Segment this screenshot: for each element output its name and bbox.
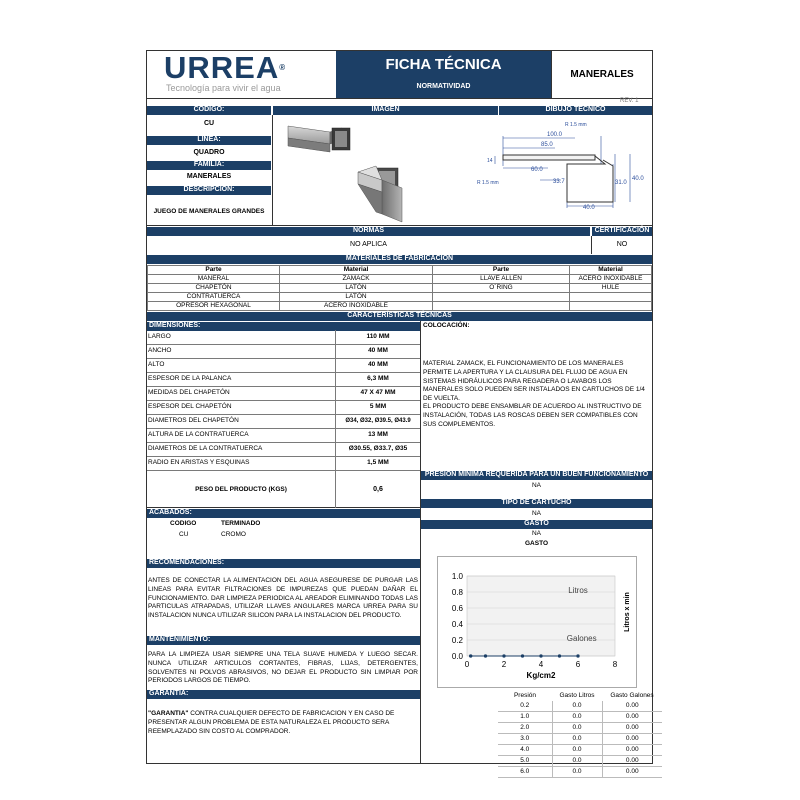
id-divider	[272, 115, 273, 225]
table-row	[498, 712, 662, 723]
certificacion-value: NO	[616, 241, 628, 248]
drawing-dim-40v: 40.0	[632, 176, 644, 182]
descripcion-header: DESCRIPCIÓN:	[147, 186, 271, 195]
table-row	[498, 701, 662, 712]
mat-cell: MANERAL	[148, 275, 280, 284]
normas-divider	[591, 236, 592, 254]
recomendaciones-header: RECOMENDACIONES:	[147, 559, 420, 568]
acabados-codigo-header: CODIGO	[170, 520, 197, 527]
product-name: MANERALES	[570, 69, 634, 80]
mat-cell: LLAVE ALLEN	[433, 275, 570, 284]
garantia-text	[148, 710, 418, 736]
garantia-body: CONTRA CUALQUIER DEFECTO DE FABRICACION Y EN CASO DE PRESENTAR ALGUN PROBLEMA DE ESTA NATURALEZA EL PRODUCTO SERA REEMPLAZADO SIN COSTO AL COMPRADOR.	[148, 710, 395, 735]
y-tick-label: 1.0	[451, 572, 463, 581]
gasto-cell: 2.0	[498, 723, 552, 734]
gasto-cell: 5.0	[498, 756, 552, 767]
page-subtitle: NORMATIVIDAD	[416, 83, 471, 90]
dim-value: 6,3 MM	[335, 372, 420, 386]
table-row	[148, 302, 652, 311]
colocacion-text-1: MATERIAL ZAMACK, EL FUNCIONAMIENTO DE LOS MANERALES PERMITE LA APERTURA Y LA CLAUSURA DEL FLUJO DE AGUA EN SISTEMAS HIDRÁULICOS PARA REGADERA O LAVABOS LOS MANERALES SOLO PUEDEN SER INSTALADOS EN CARTUCHOS DE 1/4 DE VUELTA.	[423, 360, 645, 403]
drawing-r-left: R 1.5 mm	[477, 180, 499, 186]
mat-cell	[570, 293, 652, 302]
dim-row	[147, 442, 420, 457]
drawing-dim-40h: 40.0	[583, 205, 595, 211]
id-bottom-rule	[147, 225, 652, 226]
gasto-cell: 0.00	[602, 767, 662, 778]
acabados-header: ACABADOS:	[147, 509, 420, 518]
cartucho-header: TIPO DE CARTUCHO	[421, 499, 652, 508]
mat-cell: ACERO INOXIDABLE	[570, 275, 652, 284]
annotation-litros: Litros	[568, 586, 588, 595]
normas-value: NO APLICA	[350, 241, 387, 248]
data-point-galones	[576, 654, 579, 657]
data-point-galones	[469, 654, 472, 657]
gasto-cell: 0.00	[602, 701, 662, 712]
drawing-dim-31: 31.0	[615, 180, 627, 186]
dim-label: LARGO	[148, 333, 171, 340]
descripcion-value: JUEGO DE MANERALES GRANDES	[153, 208, 265, 215]
presion-header: PRESION MINIMA REQUERIDA PARA UN BUEN FUNCIONAMIENTO	[421, 471, 652, 480]
table-row	[498, 756, 662, 767]
garantia-header: GARANTÍA:	[147, 690, 420, 699]
materiales-header: MATERIALES DE FABRICACIÓN	[147, 255, 652, 264]
peso-label: PESO DEL PRODUCTO (KGS)	[195, 486, 287, 493]
gasto-header: GASTO	[421, 520, 652, 529]
dim-value: 110 MM	[335, 330, 420, 344]
table-row	[148, 293, 652, 302]
mat-cell: LATÓN	[280, 284, 433, 293]
gasto-cell: 0.0	[552, 701, 602, 712]
dim-value: Ø34, Ø32, Ø39.5, Ø43.9	[335, 414, 420, 428]
drawing-dim-33: 33.7	[553, 179, 565, 185]
gasto-cell: 0.00	[602, 723, 662, 734]
dim-row	[147, 400, 420, 415]
dim-label: ESPESOR DEL CHAPETÓN	[148, 403, 232, 410]
dim-label: DIAMETROS DE LA CONTRATUERCA	[148, 445, 263, 452]
peso-value: 0,6	[373, 486, 383, 493]
gasto-cell: 0.0	[552, 734, 602, 745]
mat-h-material2: Material	[570, 266, 652, 275]
mat-cell: LATÓN	[280, 293, 433, 302]
x-tick-label: 4	[538, 660, 544, 669]
gasto-cell: 0.2	[498, 701, 552, 712]
drawing-r-top: R 1.5 mm	[565, 122, 587, 128]
cartucho-value: NA	[531, 510, 542, 517]
mat-cell: O´RING	[433, 284, 570, 293]
annotation-galones: Galones	[566, 634, 597, 643]
linea-value: QUADRO	[193, 149, 225, 156]
mat-cell: ACERO INOXIDABLE	[280, 302, 433, 311]
gasto-header-2: GASTO	[525, 540, 548, 547]
gasto-cell: 0.0	[552, 767, 602, 778]
product-image	[280, 118, 420, 223]
materiales-header-row	[148, 266, 652, 275]
gasto-cell: 0.00	[602, 734, 662, 745]
x-tick-label: 6	[575, 660, 581, 669]
peso-row	[147, 470, 420, 508]
gasto-cell: 0.0	[552, 756, 602, 767]
gasto-cell: 4.0	[498, 745, 552, 756]
data-point-galones	[539, 654, 542, 657]
dim-row	[147, 330, 420, 345]
mat-cell	[433, 302, 570, 311]
mantenimiento-header: MANTENIMIENTO:	[147, 636, 420, 645]
title-divider	[551, 51, 552, 98]
mat-cell: ZAMACK	[280, 275, 433, 284]
gasto-table	[498, 689, 662, 778]
familia-value: MANERALES	[186, 173, 232, 180]
revision: REV. 1	[620, 98, 639, 104]
dim-row	[147, 358, 420, 373]
data-point-galones	[484, 654, 487, 657]
drawing-dim-85: 85.0	[541, 142, 553, 148]
dim-value: 40 MM	[335, 344, 420, 358]
gasto-cell: 1.0	[498, 712, 552, 723]
colocacion-text-2: EL PRODUCTO DEBE ENSAMBLAR DE ACUERDO AL INSTRUCTIVO DE INSTALACIÓN, TODAS LAS ROSCAS DEBEN SER COMPATIBLES CON SUS COMPLEMENTOS.	[423, 403, 642, 428]
drawing-dim-14: 14	[487, 158, 493, 164]
data-point-galones	[502, 654, 505, 657]
dim-label: ALTURA DE LA CONTRATUERCA	[148, 431, 249, 438]
dim-row	[147, 372, 420, 387]
mat-h-parte1: Parte	[148, 266, 280, 275]
gasto-cell: 0.0	[552, 723, 602, 734]
y-tick-label: 0.6	[451, 604, 463, 613]
x-tick-label: 8	[612, 660, 618, 669]
mat-cell	[433, 293, 570, 302]
gasto-cell: 6.0	[498, 767, 552, 778]
table-row	[498, 723, 662, 734]
dim-label: ALTO	[148, 361, 165, 368]
materiales-table	[147, 265, 652, 311]
table-row	[148, 284, 652, 293]
dimensiones-header: DIMENSIONES:	[147, 322, 420, 331]
y-tick-label: 0.8	[451, 588, 463, 597]
mat-h-material1: Material	[280, 266, 433, 275]
plot-area	[467, 576, 615, 656]
table-row	[498, 734, 662, 745]
gasto-h-litros: Gasto Litros	[559, 691, 595, 699]
x-tick-label: 2	[501, 660, 507, 669]
brand-logo	[164, 52, 286, 84]
dim-value: 1,5 MM	[335, 456, 420, 470]
dim-label: ESPESOR DE LA PALANCA	[148, 375, 232, 382]
codigo-value: CU	[203, 120, 215, 127]
page-title: FICHA TÉCNICA	[385, 56, 502, 73]
gasto-h-presion: Presión	[513, 691, 537, 699]
y-tick-label: 0.4	[451, 620, 463, 629]
data-point-galones	[558, 654, 561, 657]
x-axis-label: Kg/cm2	[526, 671, 556, 680]
x-tick-label: 0	[464, 660, 470, 669]
mat-h-parte2: Parte	[433, 266, 570, 275]
logo-registered: ®	[279, 63, 287, 72]
gasto-cell: 0.00	[602, 756, 662, 767]
dim-value: 13 MM	[335, 428, 420, 442]
data-point-galones	[521, 654, 524, 657]
dim-label: DIAMETROS DEL CHAPETÓN	[148, 417, 239, 424]
y-axis-label: Litros x min	[624, 592, 631, 632]
dim-row	[147, 386, 420, 401]
normas-header: NORMAS	[147, 227, 590, 236]
garantia-bold: "GARANTIA"	[148, 710, 189, 717]
gasto-cell: 3.0	[498, 734, 552, 745]
gasto-h-galones: Gasto Galones	[610, 691, 654, 699]
table-row	[498, 767, 662, 778]
caracteristicas-header: CARACTERÍSTICAS TÉCNICAS	[147, 312, 652, 321]
dim-value: Ø30.55, Ø33.7, Ø35	[335, 442, 420, 456]
familia-header: FAMILIA:	[147, 161, 271, 170]
acabados-codigo: CU	[179, 531, 189, 538]
mat-cell	[570, 302, 652, 311]
dim-label: MEDIDAS DEL CHAPETÓN	[148, 389, 230, 396]
certificacion-header: CERTIFICACIÓN	[592, 227, 652, 236]
gasto-cell: 0.0	[552, 712, 602, 723]
dim-label: ANCHO	[148, 347, 172, 354]
dim-label: RADIO EN ARISTAS Y ESQUINAS	[148, 459, 250, 466]
y-tick-label: 0.2	[451, 636, 463, 645]
y-tick-label: 0.0	[451, 652, 463, 661]
dim-row	[147, 414, 420, 429]
dim-value: 40 MM	[335, 358, 420, 372]
codigo-header: CÓDIGO:	[147, 106, 271, 115]
table-row	[148, 275, 652, 284]
acabados-terminado-header: TERMINADO	[221, 520, 261, 527]
dim-value: 5 MM	[335, 400, 420, 414]
dim-row	[147, 456, 420, 471]
mantenimiento-text: PARA LA LIMPIEZA USAR SIEMPRE UNA TELA SUAVE HUMEDA Y LUEGO SECAR. NUNCA UTILIZAR ARTICULOS CORTANTES, FIBRAS, LIJAS, DETERGENTES, SOLVENTES NI POLVOS ABRASIVOS, NO DEJAR EL PRODUCTO SIN LIMPIAR POR PERIODOS LARGOS DE TIEMPO.	[148, 651, 418, 685]
mat-cell: CHAPETÓN	[148, 284, 280, 293]
gasto-chart	[437, 556, 637, 688]
colocacion-label: COLOCACIÓN:	[423, 322, 470, 329]
mat-cell: CONTRATUERCA	[148, 293, 280, 302]
gasto-value: NA	[531, 530, 542, 537]
drawing-dim-100: 100.0	[547, 132, 563, 138]
technical-drawing	[475, 116, 653, 224]
logo-text: URREA	[164, 50, 280, 85]
table-row	[498, 745, 662, 756]
acabados-terminado: CROMO	[221, 531, 246, 538]
presion-value: NA	[531, 482, 542, 489]
linea-header: LÍNEA:	[147, 136, 271, 145]
gasto-table-header	[498, 689, 662, 701]
brand-tagline: Tecnología para vivir el agua	[166, 83, 281, 93]
mat-cell: OPRESOR HEXAGONAL	[148, 302, 280, 311]
dim-value: 47 X 47 MM	[335, 386, 420, 400]
gasto-cell: 0.0	[552, 745, 602, 756]
drawing-dim-60: 60.0	[531, 167, 543, 173]
gasto-cell: 0.00	[602, 712, 662, 723]
dibujo-header: DIBUJO TÉCNICO	[499, 106, 652, 115]
dim-row	[147, 344, 420, 359]
gasto-cell: 0.00	[602, 745, 662, 756]
left-col-divider	[420, 509, 421, 764]
imagen-header: IMAGEN	[273, 106, 498, 115]
mat-cell: HULE	[570, 284, 652, 293]
header-rule	[147, 98, 652, 99]
recomendaciones-text: ANTES DE CONECTAR LA ALIMENTACION DEL AGUA ASEGURESE DE PURGAR LAS LINEAS PARA EVITAR FILTRACIONES DE IMPUREZAS QUE PUEDAN DAÑAR EL FUNCIONAMIENTO. DAR LIMPIEZA PERIODICA AL AREADOR ELIMINANDO TODAS LAS PARTICULAS ATRAPADAS, UTILIZAR LLAVES ANGULARES MARCA URREA PARA SU INSTALACION NUNCA UTILIZAR SILICON PARA LA INSTALACION DEL PRODUCTO.	[148, 577, 418, 620]
dim-row	[147, 428, 420, 443]
